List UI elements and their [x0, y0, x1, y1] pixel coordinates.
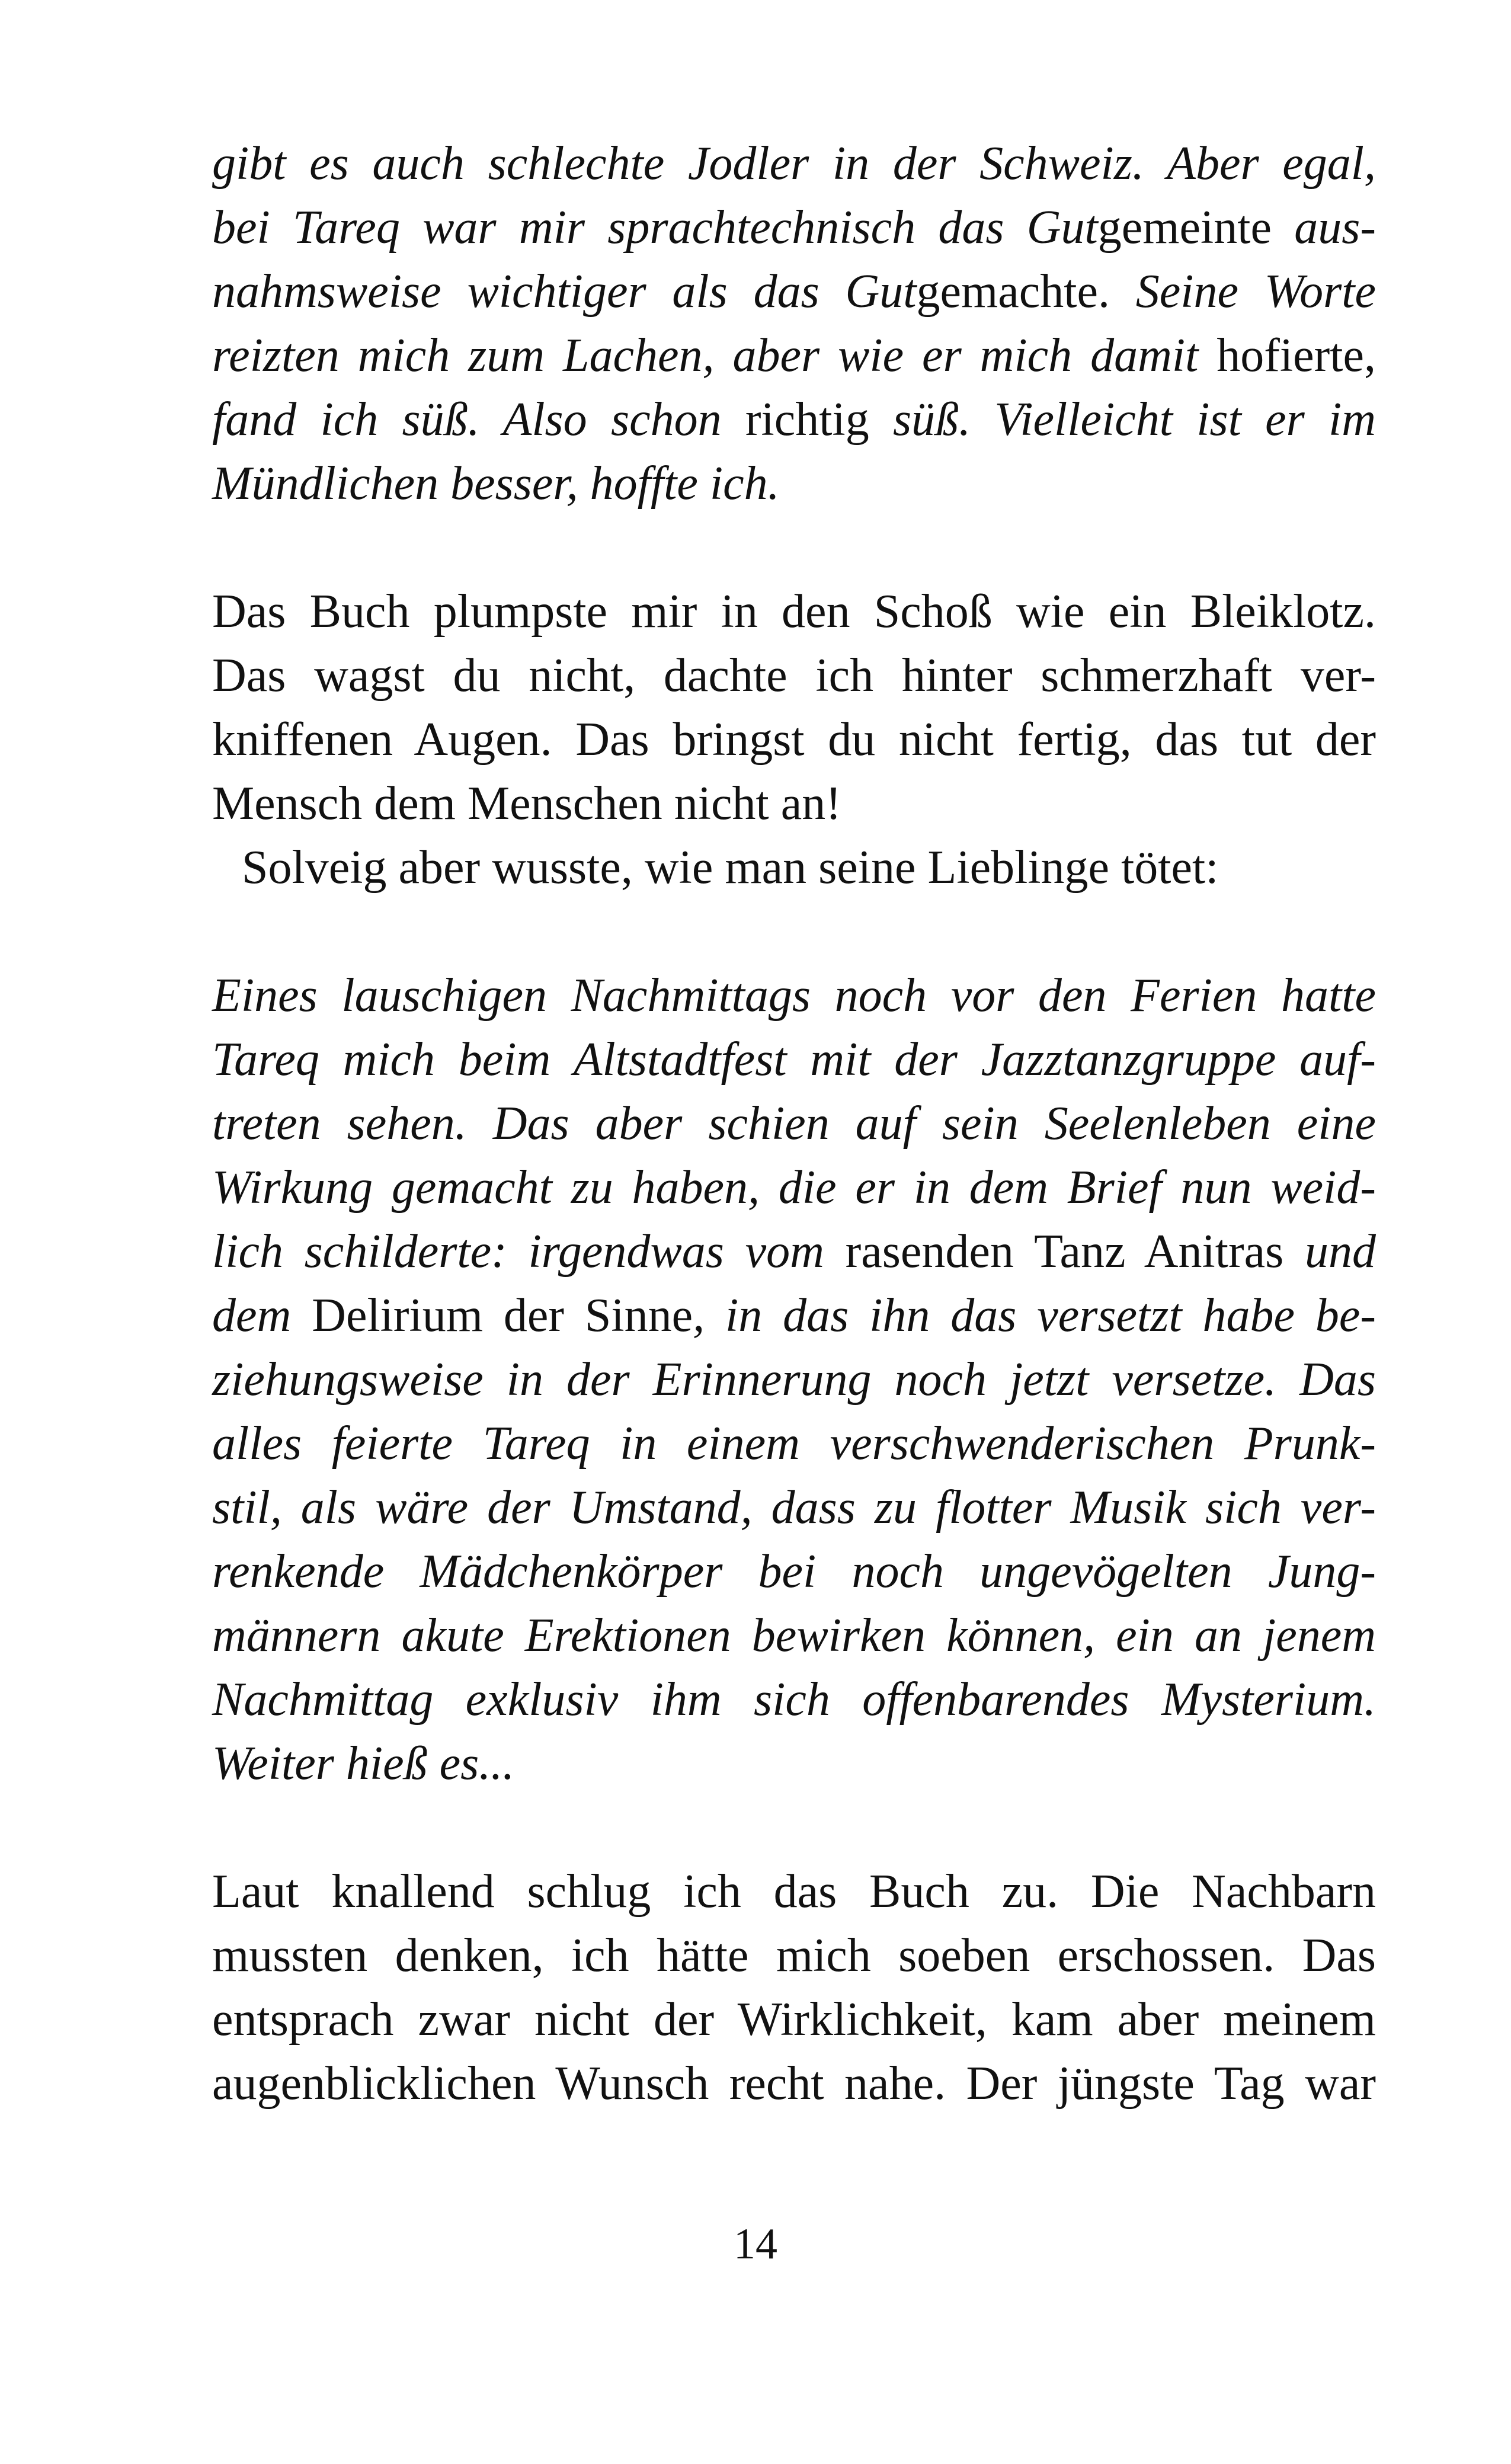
paragraph-letter-excerpt-1 [212, 132, 1376, 516]
text-span: rasenden Tanz Anitras [845, 1225, 1305, 1278]
text-line: kniffenen Augen. Das bringst du nicht fertig, das tut der [212, 713, 1376, 766]
text-line: treten sehen. Das aber schien auf sein Seelenleben eine [212, 1097, 1376, 1150]
text-line: Wirkung gemacht zu haben, die er in dem Brief nun weid- [212, 1161, 1376, 1214]
text-line: Eines lauschigen Nachmittags noch vor den Ferien hatte [212, 969, 1376, 1022]
text-span: gemeinte [1097, 201, 1272, 254]
text-line: gibt es auch schlechte Jodler in der Schweiz. Aber egal, [212, 137, 1376, 190]
text-line: Das wagst du nicht, dachte ich hinter schmerzhaft ver- [212, 649, 1376, 702]
text-span: , in das ihn das versetzt habe be- [693, 1289, 1376, 1342]
text-line: Laut knallend schlug ich das Buch zu. Die Nachbarn [212, 1865, 1376, 1918]
paragraph-narration-1 [212, 580, 1376, 836]
text-span: dem [212, 1289, 312, 1342]
text-span: süß. Vielleicht ist er im [892, 393, 1376, 446]
text-line: augenblicklichen Wunsch recht nahe. Der jüngste Tag war [212, 2057, 1376, 2110]
text-line: alles feierte Tareq in einem verschwenderischen Prunk- [212, 1417, 1376, 1470]
text-span: Delirium der Sinne [312, 1289, 693, 1342]
paragraph-letter-excerpt-2 [212, 964, 1376, 1796]
text-line [212, 260, 1376, 324]
text-line: renkende Mädchenkörper bei noch ungevögelten Jung- [212, 1545, 1376, 1598]
text-line [212, 1284, 1376, 1348]
text-span: lich schilderte: irgendwas vom [212, 1225, 846, 1278]
text-line: Nachmittag exklusiv ihm sich offenbarendes Mysterium. [212, 1673, 1376, 1726]
text-span: bei Tareq war mir sprachtechnisch das Gut [212, 201, 1098, 254]
paragraph-narration-3 [212, 1860, 1376, 2116]
text-line: Mündlichen besser, hoffte ich. [212, 457, 780, 510]
text-line: stil, als wäre der Umstand, dass zu flotter Musik sich ver- [212, 1481, 1376, 1534]
book-page-body [212, 132, 1376, 2116]
text-span: fand ich süß. Also schon [212, 393, 745, 446]
text-span: und [1305, 1225, 1376, 1278]
text-line: Das Buch plumpste mir in den Schoß wie ein Bleiklotz. [212, 585, 1376, 638]
text-span: gemachte. [916, 265, 1110, 318]
page-number: 14 [734, 2220, 777, 2268]
text-span: nahmsweise wichtiger als das Gut [212, 265, 917, 318]
text-line: Solveig aber wusste, wie man seine Lieblinge tötet: [242, 841, 1219, 894]
text-line: Tareq mich beim Altstadtfest mit der Jazztanzgruppe auf- [212, 1033, 1376, 1086]
text-line: entsprach zwar nicht der Wirklichkeit, kam aber meinem [212, 1993, 1376, 2046]
text-span: richtig [745, 393, 893, 446]
text-line: Mensch dem Menschen nicht an! [212, 777, 841, 830]
text-span: reizten mich zum Lachen, aber wie er mich damit [212, 329, 1217, 382]
text-span: aus- [1271, 201, 1376, 254]
text-line [212, 196, 1376, 260]
text-line: männern akute Erektionen bewirken können, ein an jenem [212, 1609, 1376, 1662]
text-line: ziehungsweise in der Erinnerung noch jetzt versetze. Das [212, 1353, 1376, 1406]
text-line: mussten denken, ich hätte mich soeben erschossen. Das [212, 1929, 1376, 1982]
text-line [212, 324, 1376, 388]
text-line: Weiter hieß es... [212, 1737, 515, 1790]
text-line [212, 1220, 1376, 1284]
text-span: Seine Worte [1110, 265, 1376, 318]
paragraph-narration-2 [212, 836, 1376, 900]
text-line [212, 388, 1376, 452]
text-span: hofierte, [1217, 329, 1376, 382]
